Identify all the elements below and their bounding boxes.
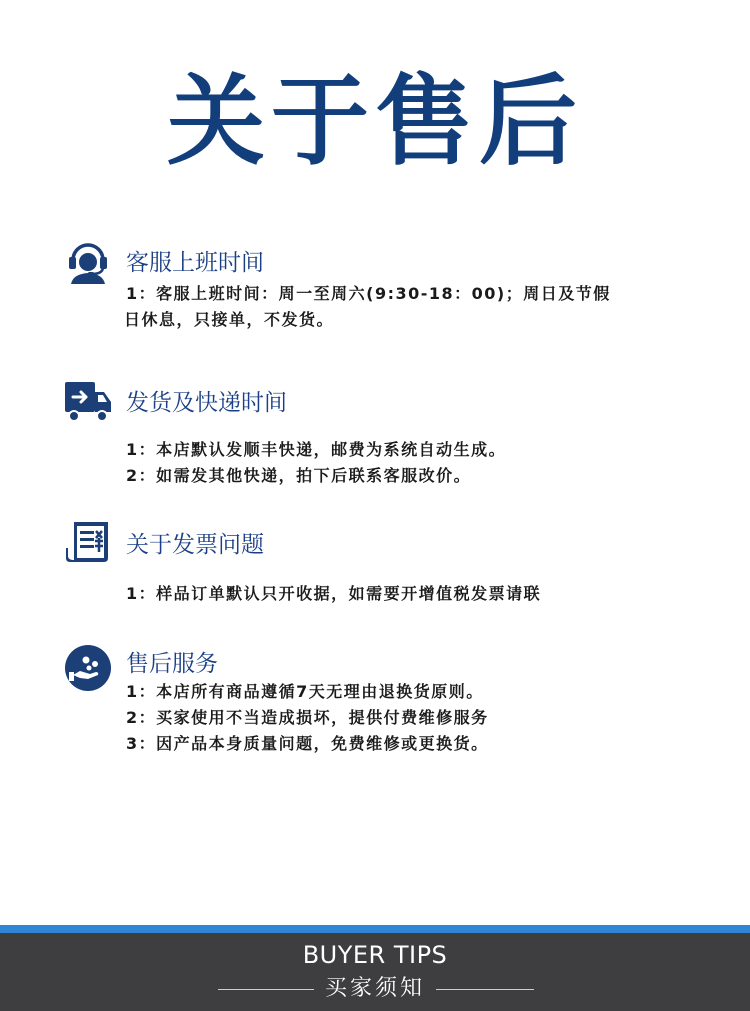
section-heading: 客服上班时间 bbox=[126, 250, 264, 276]
section-heading: 关于发票问题 bbox=[126, 532, 264, 558]
section-heading: 售后服务 bbox=[126, 651, 218, 677]
section-shipping-time bbox=[0, 376, 750, 486]
section-lines bbox=[126, 581, 726, 607]
section-line: 1：本店所有商品遵循7天无理由退换货原则。 bbox=[126, 682, 484, 701]
section-lines bbox=[126, 679, 726, 757]
section-line: 1：样品订单默认只开收据，如需要开增值税发票请联 bbox=[126, 584, 542, 603]
invoice-document-icon bbox=[64, 518, 112, 566]
footer-banner bbox=[0, 933, 750, 1011]
footer-title-en: BUYER TIPS bbox=[302, 941, 448, 969]
page-title: 关于售后 bbox=[166, 65, 583, 179]
section-lines bbox=[126, 437, 726, 489]
after-sales-service-icon bbox=[64, 644, 112, 692]
footer-title-cn: 买家须知 bbox=[324, 976, 425, 1001]
section-invoice bbox=[0, 518, 750, 618]
section-line: 3：因产品本身质量问题，免费维修或更换货。 bbox=[126, 734, 489, 753]
section-line: 2：如需发其他快递，拍下后联系客服改价。 bbox=[126, 466, 472, 485]
delivery-truck-icon bbox=[64, 376, 112, 424]
section-line: 1：本店默认发顺丰快递，邮费为系统自动生成。 bbox=[126, 440, 507, 459]
footer-accent-strip bbox=[0, 925, 750, 933]
section-after-sales-service bbox=[0, 642, 750, 772]
section-line: 1：客服上班时间：周一至周六(9:30-18：00)；周日及节假 bbox=[126, 284, 611, 303]
section-line: 2：买家使用不当造成损坏，提供付费维修服务 bbox=[126, 708, 489, 727]
section-customer-service-hours bbox=[0, 236, 750, 336]
section-line: 日休息，只接单，不发货。 bbox=[124, 310, 335, 329]
section-lines bbox=[126, 281, 726, 333]
section-heading: 发货及快递时间 bbox=[126, 390, 287, 416]
footer-rule-right bbox=[436, 989, 534, 990]
customer-service-headset-icon bbox=[64, 236, 112, 284]
